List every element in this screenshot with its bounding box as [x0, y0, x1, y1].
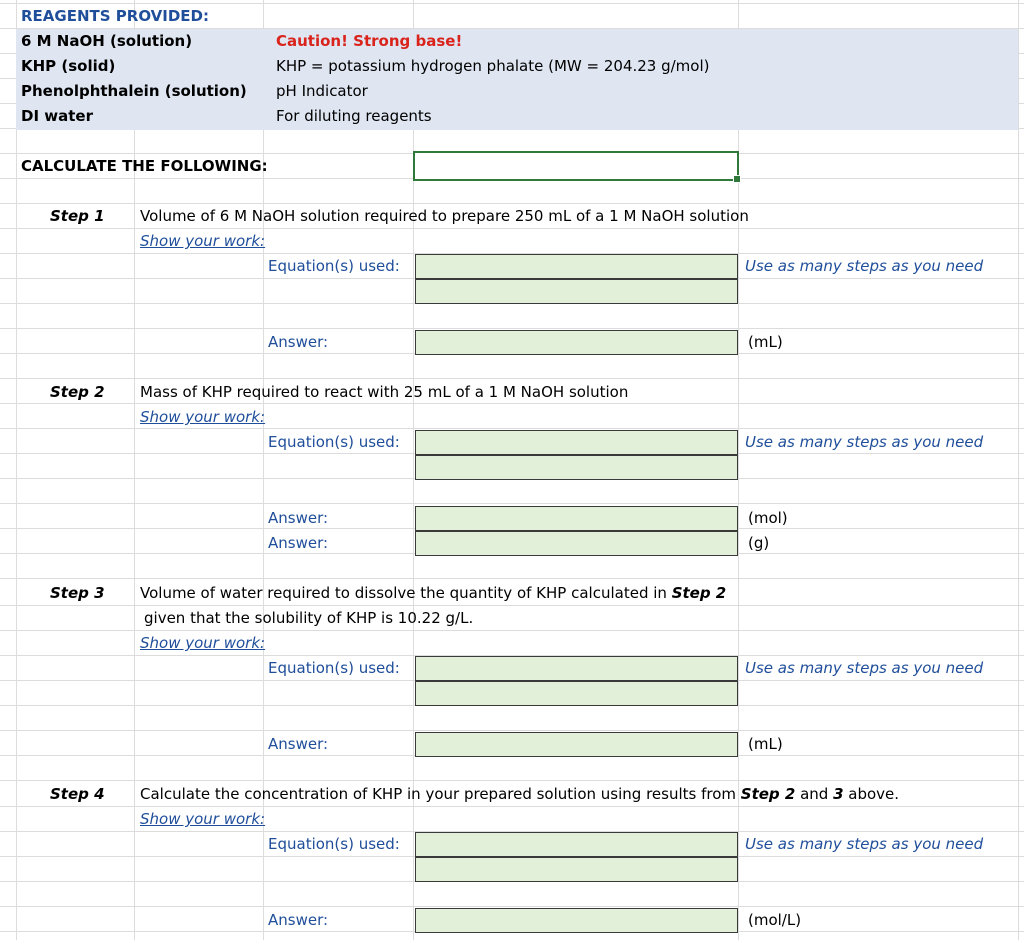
- step-label[interactable]: Step 3: [50, 584, 105, 602]
- unit-label[interactable]: (mol/L): [748, 911, 802, 929]
- fill-handle[interactable]: [733, 175, 741, 183]
- equations-label[interactable]: Equation(s) used:: [268, 835, 400, 853]
- reagent-note[interactable]: pH Indicator: [276, 82, 368, 100]
- answer-label[interactable]: Answer:: [268, 735, 329, 753]
- reagent-note[interactable]: KHP = potassium hydrogen phalate (MW = 204.23 g/mol): [276, 57, 710, 75]
- step-description[interactable]: Volume of 6 M NaOH solution required to prepare 250 mL of a 1 M NaOH solution: [140, 207, 749, 225]
- step-reference: Step 2: [671, 584, 727, 602]
- calculate-header[interactable]: CALCULATE THE FOLLOWING:: [21, 157, 268, 175]
- steps-hint[interactable]: Use as many steps as you need: [745, 659, 984, 677]
- step-label[interactable]: Step 4: [50, 785, 105, 803]
- selected-cell[interactable]: [413, 151, 739, 181]
- step-description-text: Calculate the concentration of KHP in your prepared solution using results from: [140, 785, 741, 803]
- equations-label[interactable]: Equation(s) used:: [268, 433, 400, 451]
- step-description[interactable]: Mass of KHP required to react with 25 mL of a 1 M NaOH solution: [140, 383, 629, 401]
- steps-hint[interactable]: Use as many steps as you need: [745, 835, 984, 853]
- reagent-name[interactable]: DI water: [21, 107, 93, 125]
- show-work-label[interactable]: Show your work:: [140, 634, 266, 652]
- equation-input[interactable]: [415, 832, 738, 857]
- caution-note[interactable]: Caution! Strong base!: [276, 32, 463, 50]
- equation-input[interactable]: [415, 430, 738, 455]
- step-description-text: above.: [843, 785, 900, 803]
- answer-input[interactable]: [415, 908, 738, 933]
- answer-input[interactable]: [415, 330, 738, 355]
- reagent-name[interactable]: 6 M NaOH (solution): [21, 32, 193, 50]
- step-label[interactable]: Step 2: [50, 383, 105, 401]
- show-work-label[interactable]: Show your work:: [140, 408, 266, 426]
- answer-label[interactable]: Answer:: [268, 911, 329, 929]
- unit-label[interactable]: (mL): [748, 735, 783, 753]
- equation-input[interactable]: [415, 279, 738, 304]
- reagent-name[interactable]: Phenolphthalein (solution): [21, 82, 247, 100]
- answer-input[interactable]: [415, 531, 738, 556]
- step-reference: Step 2: [740, 785, 796, 803]
- equation-input[interactable]: [415, 681, 738, 706]
- step-reference: 3: [833, 785, 844, 803]
- reagent-note[interactable]: For diluting reagents: [276, 107, 432, 125]
- equation-input[interactable]: [415, 857, 738, 882]
- show-work-label[interactable]: Show your work:: [140, 232, 266, 250]
- equations-label[interactable]: Equation(s) used:: [268, 659, 400, 677]
- answer-label[interactable]: Answer:: [268, 509, 329, 527]
- answer-label[interactable]: Answer:: [268, 534, 329, 552]
- steps-hint[interactable]: Use as many steps as you need: [745, 433, 984, 451]
- equation-input[interactable]: [415, 254, 738, 279]
- step-description-text: and: [795, 785, 834, 803]
- step-description-cont[interactable]: given that the solubility of KHP is 10.22 g/L.: [144, 609, 474, 627]
- equations-label[interactable]: Equation(s) used:: [268, 257, 400, 275]
- answer-label[interactable]: Answer:: [268, 333, 329, 351]
- step-description[interactable]: [140, 782, 899, 807]
- answer-input[interactable]: [415, 506, 738, 531]
- reagents-header: REAGENTS PROVIDED:: [21, 7, 210, 25]
- step-description-text: Volume of water required to dissolve the quantity of KHP calculated in: [140, 584, 672, 602]
- answer-input[interactable]: [415, 732, 738, 757]
- unit-label[interactable]: (mol): [748, 509, 788, 527]
- step-label[interactable]: Step 1: [50, 207, 105, 225]
- steps-hint[interactable]: Use as many steps as you need: [745, 257, 984, 275]
- equation-input[interactable]: [415, 656, 738, 681]
- step-description[interactable]: [140, 581, 726, 606]
- reagent-name[interactable]: KHP (solid): [21, 57, 116, 75]
- unit-label[interactable]: (mL): [748, 333, 783, 351]
- unit-label[interactable]: (g): [748, 534, 770, 552]
- show-work-label[interactable]: Show your work:: [140, 810, 266, 828]
- equation-input[interactable]: [415, 455, 738, 480]
